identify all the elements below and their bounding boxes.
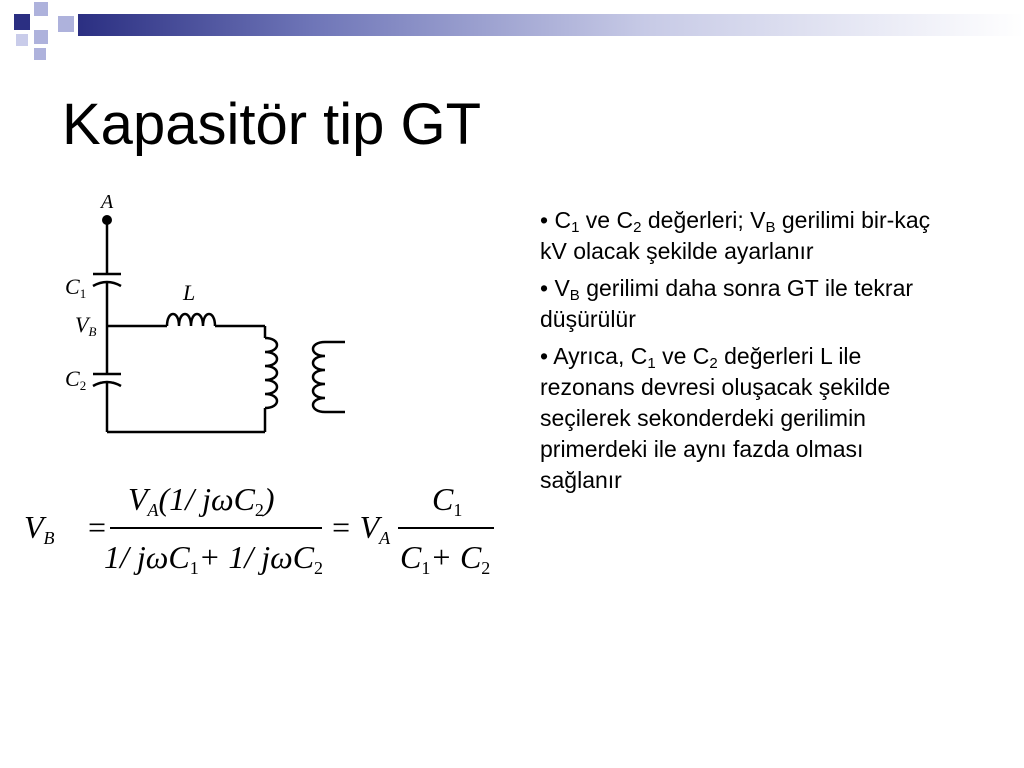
formula-rhs-numerator: C1 — [432, 481, 463, 520]
label-l: L — [183, 280, 196, 305]
label-c1: C1 — [65, 274, 87, 301]
deco-square-2 — [34, 2, 48, 16]
formula-mid-denominator: 1/ jωC1+ 1/ jωC2 — [104, 539, 324, 578]
bullet-item-1: • $C_1$ ve $C_2$ değerleri; $V_B$ gerilimi bir-kaç kV olacak şekilde ayarlanır — [540, 207, 931, 264]
primary-winding — [265, 338, 277, 408]
formula-mid-numerator: VA(1/ jωC2) — [128, 481, 275, 520]
slide-title: Kapasitör tip GT — [62, 92, 482, 157]
node-a — [102, 215, 112, 225]
voltage-formula — [18, 478, 508, 584]
deco-square-6 — [34, 48, 46, 60]
deco-square-4 — [34, 30, 48, 44]
deco-square-5 — [16, 34, 28, 46]
label-c2: C2 — [65, 366, 87, 393]
circuit-diagram — [55, 186, 355, 446]
header-gradient-bar — [78, 14, 1024, 36]
secondary-winding — [313, 342, 345, 412]
deco-square-1 — [14, 14, 30, 30]
formula-eq2: = VA — [330, 509, 391, 548]
formula-rhs-denominator: C1+ C2 — [400, 539, 491, 578]
label-vb: VB — [75, 312, 97, 339]
deco-square-3 — [58, 16, 74, 32]
inductor-l — [167, 314, 215, 326]
bullet-item-3: • Ayrıca, $C_1$ ve $C_2$ değerleri L ile rezonans devresi oluşacak şekilde seçilerek sekonderdeki gerilimin primerdeki ile aynı fazda olması sağlanır — [540, 343, 891, 493]
formula-eq: = — [88, 509, 107, 545]
bullet-item-2: • $V_B$ gerilimi daha sonra GT ile tekrar düşürülür — [540, 275, 914, 332]
label-a: A — [101, 191, 114, 213]
bullet-list — [540, 205, 940, 502]
formula-lhs: VB — [24, 509, 55, 548]
